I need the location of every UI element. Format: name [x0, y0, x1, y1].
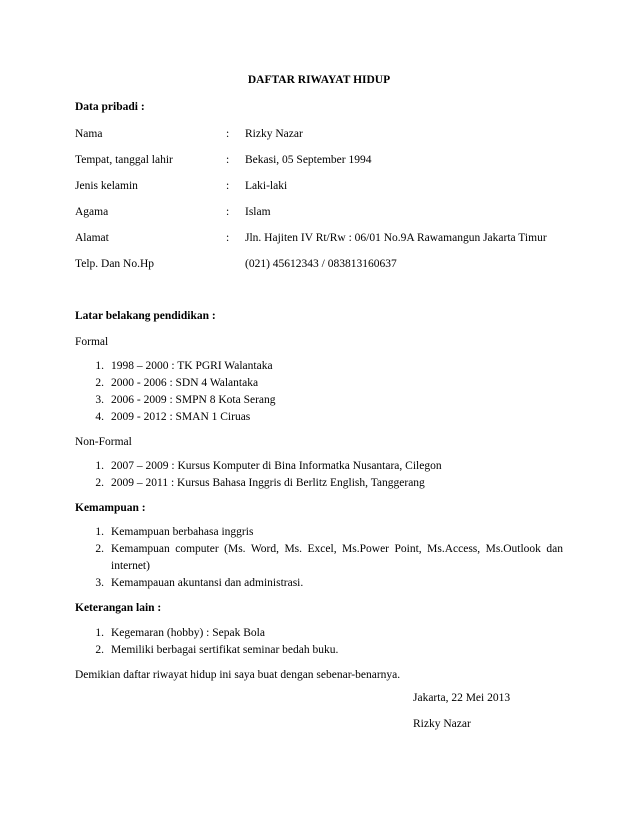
skills-heading: Kemampuan :	[75, 502, 146, 514]
list-number: 3.	[95, 394, 104, 406]
list-number: 1.	[95, 360, 104, 372]
list-number: 1.	[95, 460, 104, 472]
signature-place-date: Jakarta, 22 Mei 2013	[413, 692, 511, 704]
row-colon: :	[226, 232, 230, 244]
list-text: 1998 – 2000 : TK PGRI Walantaka	[111, 360, 273, 372]
list-text: Kemampuan berbahasa inggris	[111, 526, 254, 538]
list-text-continuation: internet)	[111, 560, 150, 572]
row-label: Agama	[75, 206, 109, 218]
list-text: 2006 - 2009 : SMPN 8 Kota Serang	[111, 394, 276, 406]
row-label: Telp. Dan No.Hp	[75, 258, 155, 270]
list-text: Kemampauan akuntansi dan administrasi.	[111, 577, 304, 589]
closing-statement: Demikian daftar riwayat hidup ini saya buat dengan sebenar-benarnya.	[75, 669, 401, 681]
formal-label: Formal	[75, 336, 109, 348]
education-heading: Latar belakang pendidikan :	[75, 310, 216, 322]
row-value: Bekasi, 05 September 1994	[245, 154, 372, 166]
list-number: 3.	[95, 577, 104, 589]
row-value: Jln. Hajiten IV Rt/Rw : 06/01 No.9A Rawamangun Jakarta Timur	[245, 232, 547, 244]
signature-name: Rizky Nazar	[413, 718, 471, 730]
nonformal-label: Non-Formal	[75, 436, 132, 448]
list-text: 2009 – 2011 : Kursus Bahasa Inggris di Berlitz English, Tanggerang	[111, 477, 425, 489]
row-value: Islam	[245, 206, 271, 218]
row-value: Laki-laki	[245, 180, 288, 192]
row-value: (021) 45612343 / 083813160637	[245, 258, 397, 270]
list-number: 2.	[95, 644, 104, 656]
row-colon: :	[226, 154, 230, 166]
list-number: 1.	[95, 627, 104, 639]
list-text: 2009 - 2012 : SMAN 1 Ciruas	[111, 411, 251, 423]
list-number: 1.	[95, 526, 104, 538]
list-text: Memiliki berbagai sertifikat seminar bedah buku.	[111, 644, 339, 656]
row-label: Jenis kelamin	[75, 180, 138, 192]
row-label: Nama	[75, 128, 103, 140]
row-colon: :	[226, 128, 230, 140]
list-number: 4.	[95, 411, 104, 423]
row-colon: :	[226, 180, 230, 192]
personal-heading: Data pribadi :	[75, 101, 145, 113]
list-text: Kemampuan computer (Ms. Word, Ms. Excel, Ms.Power Point, Ms.Access, Ms.Outlook dan	[111, 543, 563, 555]
row-label: Alamat	[75, 232, 109, 244]
row-value: Rizky Nazar	[245, 128, 303, 140]
row-colon: :	[226, 206, 230, 218]
other-heading: Keterangan lain :	[75, 602, 162, 614]
list-number: 2.	[95, 543, 104, 555]
document-title: DAFTAR RIWAYAT HIDUP	[247, 74, 391, 86]
list-number: 2.	[95, 477, 104, 489]
list-number: 2.	[95, 377, 104, 389]
list-text: 2000 - 2006 : SDN 4 Walantaka	[111, 377, 259, 389]
list-text: Kegemaran (hobby) : Sepak Bola	[111, 627, 265, 639]
row-label: Tempat, tanggal lahir	[75, 154, 173, 166]
list-text: 2007 – 2009 : Kursus Komputer di Bina Informatka Nusantara, Cilegon	[111, 460, 442, 472]
